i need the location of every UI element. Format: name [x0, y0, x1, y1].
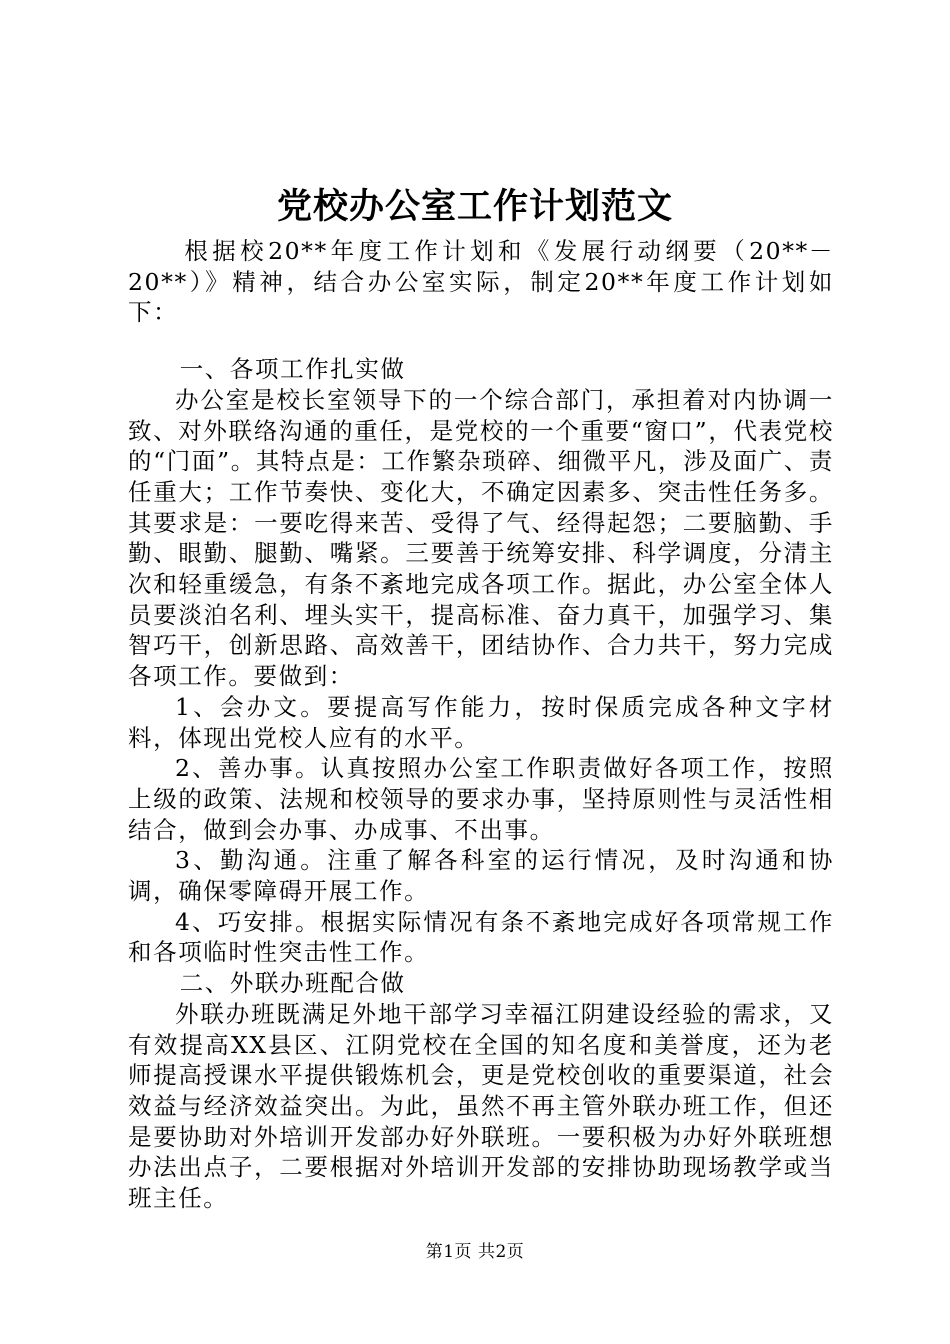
section-1-paragraph: 办公室是校长室领导下的一个综合部门，承担着对内协调一致、对外联络沟通的重任，是党校的一个重要“窗口”，代表党校的“门面”。其特点是：工作繁杂琐碎、细微平凡，涉及面广、责任重大；工作节奏快、变化大，不确定因素多、突击性任务多。其要求是：一要吃得来苦、受得了气、经得起怨；二要脑勤、手勤、眼勤、腿勤、嘴紧。三要善于统筹安排、科学调度，分清主次和轻重缓急，有条不紊地完成各项工作。据此，办公室全体人员要淡泊名利、埋头实干，提高标准、奋力真干，加强学习、集智巧干，创新思路、高效善干，团结协作、合力共干，努力完成各项工作。要做到：	[128, 385, 834, 691]
intro-paragraph: 根据校20**年度工作计划和《发展行动纲要（20**－20**）》精神，结合办公室实际，制定20**年度工作计划如下：	[128, 237, 834, 327]
document-title: 党校办公室工作计划范文	[276, 186, 673, 227]
section-1-item-4: 4、巧安排。根据实际情况有条不紊地完成好各项常规工作和各项临时性突击性工作。	[128, 907, 834, 967]
document-body	[128, 236, 834, 1214]
section-1-heading: 一、各项工作扎实做	[179, 355, 406, 384]
section-1-item-2: 2、善办事。认真按照办公室工作职责做好各项工作，按照上级的政策、法规和校领导的要求办事，坚持原则性与灵活性相结合，做到会办事、办成事、不出事。	[128, 754, 834, 844]
section-1-item-1: 1、会办文。要提高写作能力，按时保质完成各种文字材料，体现出党校人应有的水平。	[128, 692, 834, 752]
section-2-paragraph: 外联办班既满足外地干部学习幸福江阴建设经验的需求，又有效提高XX县区、江阴党校在全国的知名度和美誉度，还为老师提高授课水平提供锻炼机会，更是党校创收的重要渠道，社会效益与经济效益突出。为此，虽然不再主管外联办班工作，但还是要协助对外培训开发部办好外联班。一要积极为办好外联班想办法出点子，二要根据对外培训开发部的安排协助现场教学或当班主任。	[128, 999, 834, 1213]
paragraph-gap	[128, 328, 834, 354]
section-1-item-3: 3、勤沟通。注重了解各科室的运行情况，及时沟通和协调，确保零障碍开展工作。	[128, 846, 834, 906]
page-footer: 第1页 共2页	[425, 1242, 525, 1262]
section-2-heading: 二、外联办班配合做	[179, 969, 406, 998]
